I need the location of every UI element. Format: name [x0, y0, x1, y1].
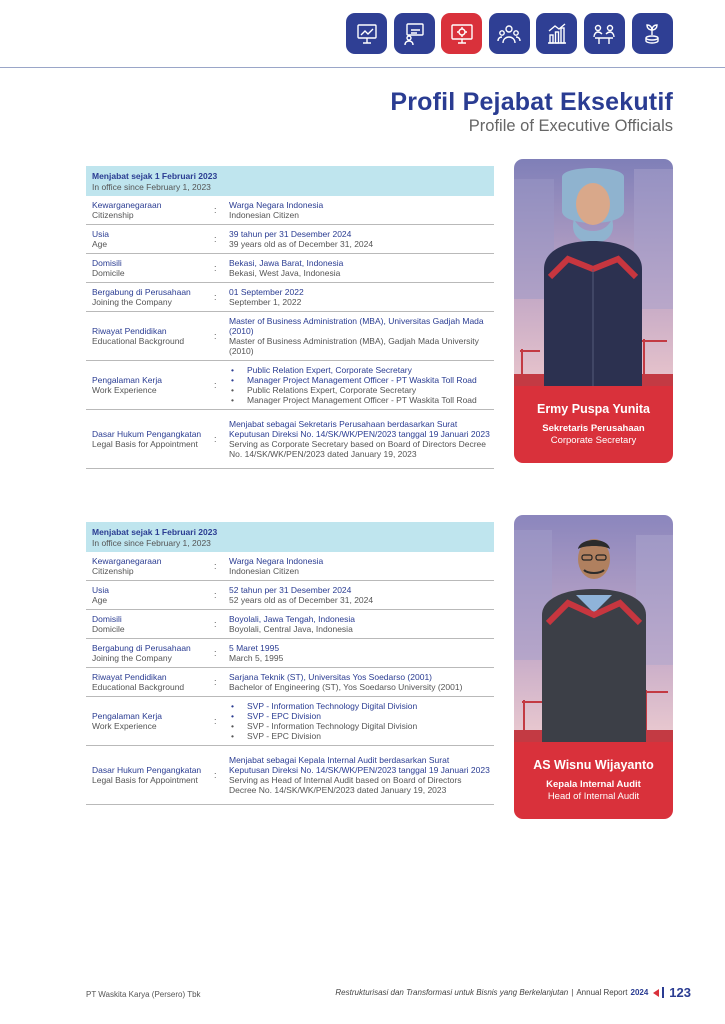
- tenure-header: [86, 166, 494, 196]
- list-item: • Manager Project Management Officer - PT Waskita Toll Road: [229, 395, 490, 405]
- value-en: Master of Business Administration (MBA), Gadjah Mada University (2010): [229, 336, 479, 356]
- value-id: Boyolali, Jawa Tengah, Indonesia: [229, 614, 356, 624]
- experience-list-id: [229, 701, 490, 721]
- label-id: Bergabung di Perusahaan: [92, 643, 191, 653]
- experience-list-id: [229, 365, 490, 385]
- footer-separator: |: [571, 988, 574, 997]
- row-experience: [86, 697, 494, 746]
- triangle-marker-icon: [653, 989, 659, 997]
- value-id: 01 September 2022: [229, 287, 304, 297]
- header-divider: [0, 67, 725, 68]
- colon: :: [214, 331, 217, 341]
- profile-table-1: [86, 166, 494, 469]
- value-en: Bekasi, West Java, Indonesia: [229, 268, 341, 278]
- footer-year: 2024: [630, 988, 649, 997]
- footer-tagline: Restrukturisasi dan Transformasi untuk Bisnis yang Berkelanjutan: [335, 988, 569, 997]
- value-en: Serving as Head of Internal Audit based on Board of Directors Decree No. 14/SK/WK/PEN/2023 dated January 19, 2023: [229, 775, 462, 795]
- list-item: • Public Relation Expert, Corporate Secretary: [229, 365, 490, 375]
- label-en: Educational Background: [92, 336, 185, 346]
- experience-list-en: [229, 385, 490, 405]
- footer-right: [335, 985, 691, 1000]
- value-id: 39 tahun per 31 Desember 2024: [229, 229, 352, 239]
- value-en: Bachelor of Engineering (ST), Yos Soedarso University (2001): [229, 682, 463, 692]
- page-title: Profil Pejabat Eksekutif: [390, 88, 673, 116]
- label-en: Citizenship: [92, 566, 134, 576]
- colon: :: [214, 677, 217, 687]
- value-id: Warga Negara Indonesia: [229, 200, 324, 210]
- colon: :: [214, 292, 217, 302]
- profile-card-2: [514, 515, 673, 819]
- value-en: 39 years old as of December 31, 2024: [229, 239, 374, 249]
- list-item: • Manager Project Management Officer - PT Waskita Toll Road: [229, 375, 490, 385]
- profile-table-2: [86, 522, 494, 805]
- value-en: March 5, 1995: [229, 653, 284, 663]
- portrait-photo: [514, 159, 673, 386]
- page-number: 123: [669, 985, 691, 1000]
- value-id: 5 Maret 1995: [229, 643, 280, 653]
- row-legal-basis: [86, 410, 494, 469]
- label-id: Domisili: [92, 614, 122, 624]
- row-citizenship: [86, 552, 494, 581]
- row-education: [86, 668, 494, 697]
- tenure-en: In office since February 1, 2023: [92, 182, 211, 192]
- colon: :: [214, 234, 217, 244]
- colon: :: [214, 770, 217, 780]
- label-en: Domicile: [92, 268, 125, 278]
- row-experience: [86, 361, 494, 410]
- label-en: Age: [92, 239, 108, 249]
- row-joined: [86, 639, 494, 668]
- label-en: Legal Basis for Appointment: [92, 775, 198, 785]
- row-education: [86, 312, 494, 361]
- row-citizenship: [86, 196, 494, 225]
- list-item: • SVP - Information Technology Digital Division: [229, 721, 490, 731]
- page-subtitle: Profile of Executive Officials: [468, 117, 673, 135]
- label-en: Joining the Company: [92, 297, 172, 307]
- list-item: • SVP - EPC Division: [229, 731, 490, 741]
- nav-meeting-icon[interactable]: [584, 13, 625, 54]
- name-panel: [514, 742, 673, 819]
- tenure-id: Menjabat sejak 1 Februari 2023: [92, 171, 218, 181]
- label-id: Bergabung di Perusahaan: [92, 287, 191, 297]
- nav-team-network-icon[interactable]: [489, 13, 530, 54]
- colon: :: [214, 205, 217, 215]
- value-id: Menjabat sebagai Sekretaris Perusahaan berdasarkan Surat Keputusan Direksi No. 14/SK/WK/PEN/2023 tanggal 19 Januari 2023: [229, 419, 490, 439]
- value-en: Serving as Corporate Secretary based on Board of Directors Decree No. 14/SK/WK/PEN/2023 dated January 19, 2023: [229, 439, 487, 459]
- section-nav: [346, 13, 673, 54]
- nav-money-plant-icon[interactable]: [632, 13, 673, 54]
- colon: :: [214, 590, 217, 600]
- list-item: • SVP - EPC Division: [229, 711, 490, 721]
- label-en: Domicile: [92, 624, 125, 634]
- profile-card-1: [514, 159, 673, 463]
- label-id: Dasar Hukum Pengangkatan: [92, 765, 202, 775]
- tenure-id: Menjabat sejak 1 Februari 2023: [92, 527, 218, 537]
- label-en: Citizenship: [92, 210, 134, 220]
- experience-list-en: [229, 721, 490, 741]
- nav-presentation-chart-icon[interactable]: [346, 13, 387, 54]
- label-en: Educational Background: [92, 682, 185, 692]
- value-en: 52 years old as of December 31, 2024: [229, 595, 374, 605]
- colon: :: [214, 434, 217, 444]
- position-id: Kepala Internal Audit: [546, 779, 641, 790]
- label-id: Dasar Hukum Pengangkatan: [92, 429, 202, 439]
- nav-lecture-board-icon[interactable]: [394, 13, 435, 54]
- colon: :: [214, 561, 217, 571]
- tenure-en: In office since February 1, 2023: [92, 538, 211, 548]
- row-domicile: [86, 254, 494, 283]
- colon: :: [214, 619, 217, 629]
- label-en: Legal Basis for Appointment: [92, 439, 198, 449]
- row-age: [86, 225, 494, 254]
- value-id: Bekasi, Jawa Barat, Indonesia: [229, 258, 344, 268]
- portrait-photo: [514, 515, 673, 742]
- official-name: AS Wisnu Wijayanto: [533, 758, 654, 772]
- colon: :: [214, 716, 217, 726]
- position-id: Sekretaris Perusahaan: [542, 423, 645, 434]
- label-id: Pengalaman Kerja: [92, 711, 162, 721]
- colon: :: [214, 263, 217, 273]
- value-en: September 1, 2022: [229, 297, 302, 307]
- label-id: Riwayat Pendidikan: [92, 326, 167, 336]
- colon: :: [214, 380, 217, 390]
- row-domicile: [86, 610, 494, 639]
- label-en: Age: [92, 595, 108, 605]
- row-age: [86, 581, 494, 610]
- label-id: Usia: [92, 229, 110, 239]
- position-en: Head of Internal Audit: [547, 791, 640, 802]
- label-id: Kewarganegaraan: [92, 200, 162, 210]
- position-en: Corporate Secretary: [550, 435, 637, 446]
- label-id: Pengalaman Kerja: [92, 375, 162, 385]
- row-joined: [86, 283, 494, 312]
- colon: :: [214, 648, 217, 658]
- value-id: 52 tahun per 31 Desember 2024: [229, 585, 352, 595]
- label-en: Work Experience: [92, 385, 157, 395]
- footer-company: PT Waskita Karya (Persero) Tbk: [86, 990, 201, 999]
- list-item: • SVP - Information Technology Digital Division: [229, 701, 490, 711]
- official-name: Ermy Puspa Yunita: [536, 402, 650, 416]
- nav-bar-growth-icon[interactable]: [536, 13, 577, 54]
- name-panel: [514, 386, 673, 463]
- row-legal-basis: [86, 746, 494, 805]
- label-id: Usia: [92, 585, 110, 595]
- value-id: Sarjana Teknik (ST), Universitas Yos Soedarso (2001): [229, 672, 432, 682]
- label-en: Joining the Company: [92, 653, 172, 663]
- tenure-header: [86, 522, 494, 552]
- value-id: Master of Business Administration (MBA), Universitas Gadjah Mada (2010): [229, 316, 484, 336]
- value-id: Menjabat sebagai Kepala Internal Audit berdasarkan Surat Keputusan Direksi No. 14/SK/WK/PEN/2023 tanggal 19 Januari 2023: [229, 755, 490, 775]
- list-item: • Public Relations Expert, Corporate Secretary: [229, 385, 490, 395]
- label-id: Kewarganegaraan: [92, 556, 162, 566]
- nav-monitor-settings-icon[interactable]: [441, 13, 482, 54]
- label-en: Work Experience: [92, 721, 157, 731]
- label-id: Domisili: [92, 258, 122, 268]
- divider-bar: [662, 987, 664, 998]
- label-id: Riwayat Pendidikan: [92, 672, 167, 682]
- value-en: Indonesian Citizen: [229, 210, 299, 220]
- footer-annual-report: Annual Report: [576, 988, 628, 997]
- value-en: Indonesian Citizen: [229, 566, 299, 576]
- value-en: Boyolali, Central Java, Indonesia: [229, 624, 353, 634]
- value-id: Warga Negara Indonesia: [229, 556, 324, 566]
